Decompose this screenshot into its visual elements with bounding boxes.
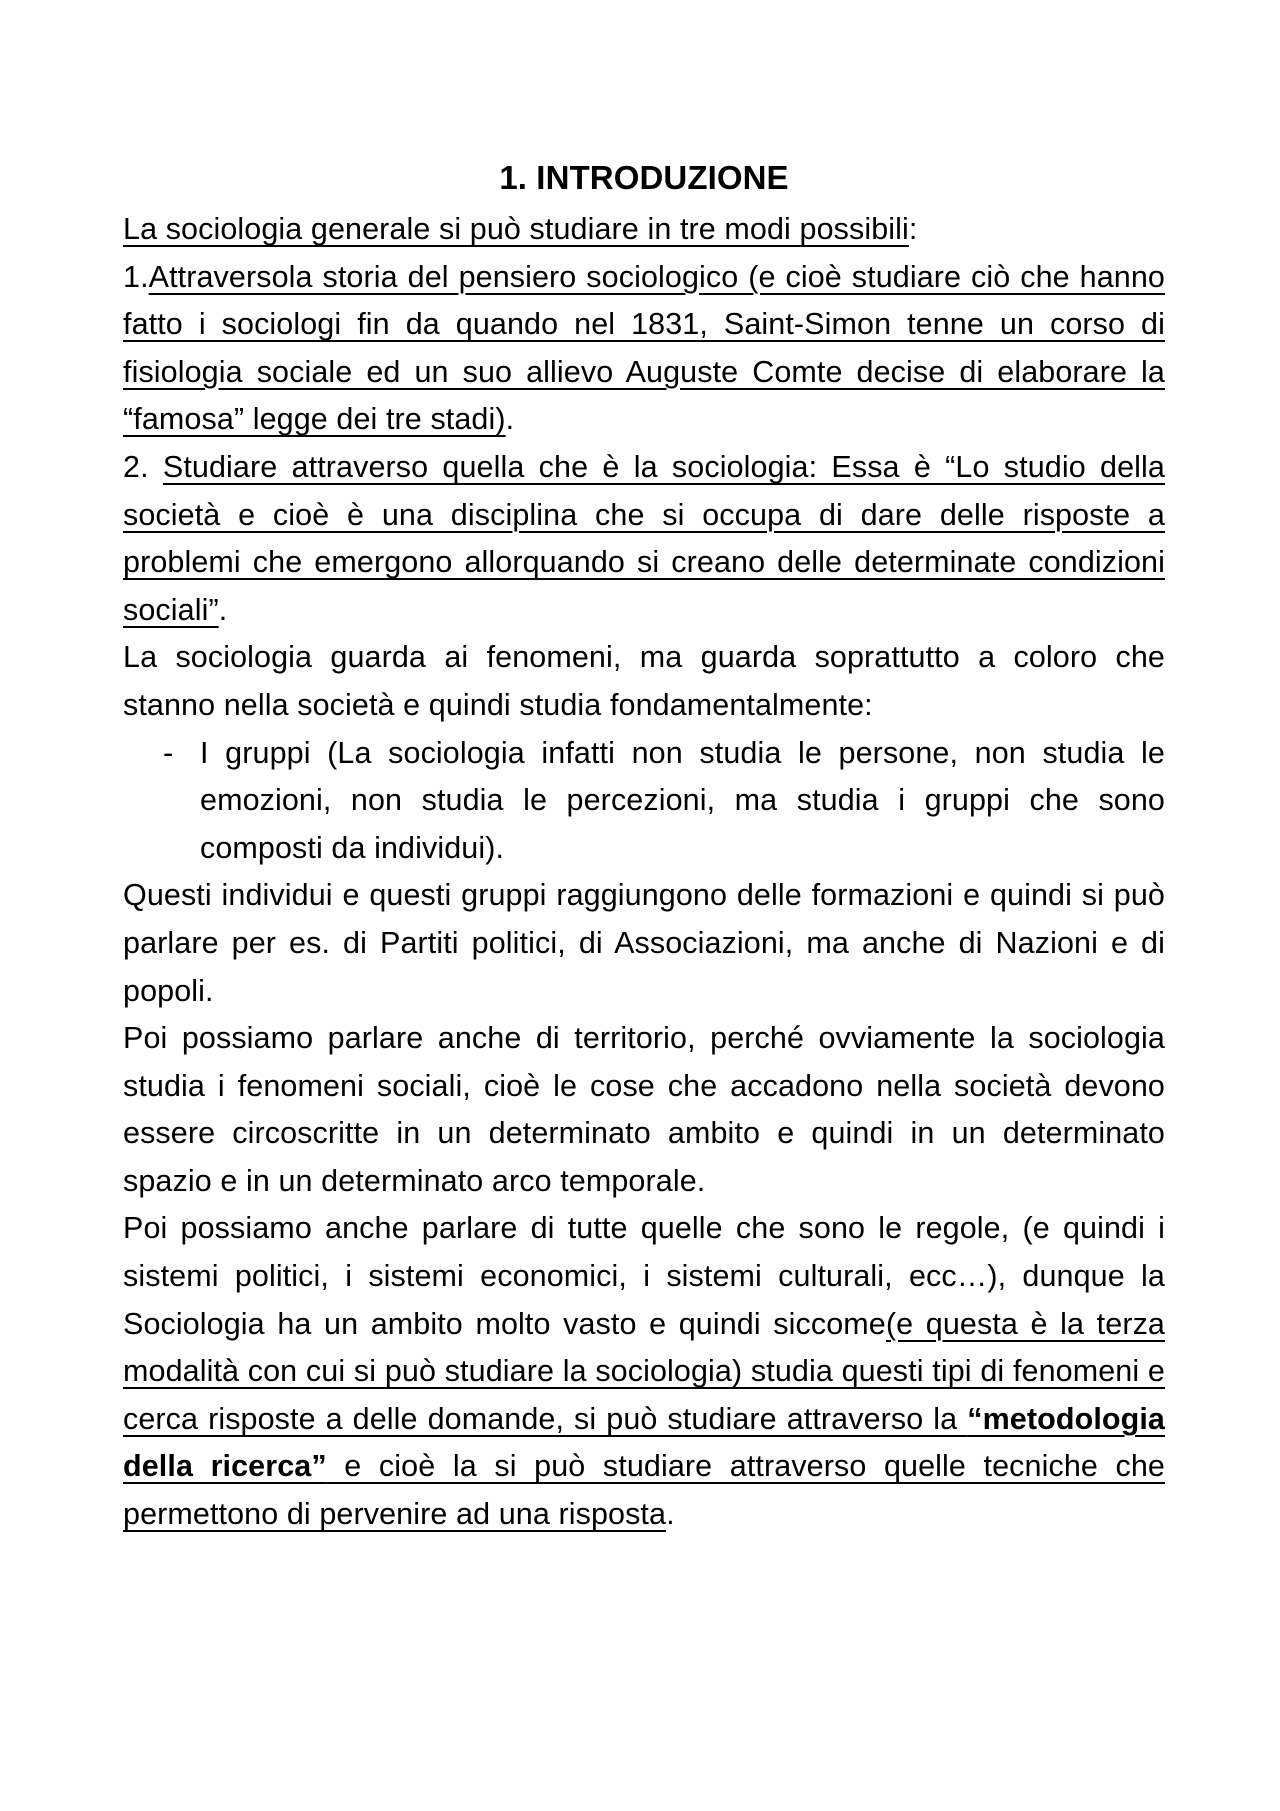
list-item-2-number: 2. <box>123 449 163 484</box>
paragraph-regole-start: Poi possiamo anche parlare di tutte quelle che sono le regole, (e quindi i sistemi politici, i sistemi economici, i sistemi culturali, ecc…), dunque la Sociologia ha un ambito molto vasto e quindi siccome <box>123 1211 1165 1341</box>
intro-text: La sociologia generale si può studiare in tre modi possibili <box>123 212 909 246</box>
intro-colon: : <box>908 212 918 246</box>
list-item-2-end: . <box>218 592 228 627</box>
paragraph-regole-underlined: (e questa è la terza modalità con cui si può studiare la sociologia) studia questi tipi di fenomeni e cerca risposte a delle domande, si può studiare attraverso la <box>123 1306 1165 1436</box>
bullet-item-gruppi <box>123 730 1165 873</box>
paragraph-regole-underlined-end: e cioè la si può studiare attraverso quelle tecniche che permettono di pervenire ad una risposta <box>123 1449 1165 1532</box>
paragraph-regole <box>123 1205 1165 1538</box>
paragraph-fenomeni: La sociologia guarda ai fenomeni, ma guarda soprattutto a coloro che stanno nella società e quindi studia fondamentalmente: <box>123 640 1165 722</box>
page-title: 1. INTRODUZIONE <box>499 159 789 196</box>
list-item-1 <box>123 254 1165 444</box>
document-page <box>123 150 1165 1539</box>
bullet-dash: - <box>163 735 174 770</box>
intro-paragraph <box>123 206 1165 254</box>
list-item-2-text: Studiare attraverso quella che è la sociologia: Essa è “Lo studio della società e cioè è una disciplina che si occupa di dare delle risposte a problemi che emergono allorquando si creano delle determinate condizioni sociali” <box>123 449 1165 627</box>
paragraph-formazioni: Questi individui e questi gruppi raggiungono delle formazioni e quindi si può parlare per es. di Partiti politici, di Associazioni, ma anche di Nazioni e di popoli. <box>123 878 1165 1008</box>
paragraph-regole-end: . <box>666 1497 675 1532</box>
paragraph-territorio: Poi possiamo parlare anche di territorio, perché ovviamente la sociologia studia i fenomeni sociali, cioè le cose che accadono nella società devono essere circoscritte in un determinato ambito e quindi in un determinato spazio e in un determinato arco temporale. <box>123 1021 1165 1198</box>
list-item-2 <box>123 444 1165 634</box>
list-item-1-text: Attraversola storia del pensiero sociologico (e cioè studiare ciò che hanno fatto i sociologi fin da quando nel 1831, Saint-Simon tenne un corso di fisiologia sociale ed un suo allievo Auguste Comte decise di elaborare la “famosa” legge dei tre stadi) <box>123 259 1165 437</box>
list-item-1-end: . <box>505 402 515 437</box>
bullet-item-text: I gruppi (La sociologia infatti non studia le persone, non studia le emozioni, non studia le percezioni, ma studia i gruppi che sono composti da individui). <box>200 735 1165 865</box>
list-item-1-number: 1. <box>123 259 149 294</box>
paragraph-regole-bold: “metodologia della ricerca” <box>123 1401 1165 1484</box>
